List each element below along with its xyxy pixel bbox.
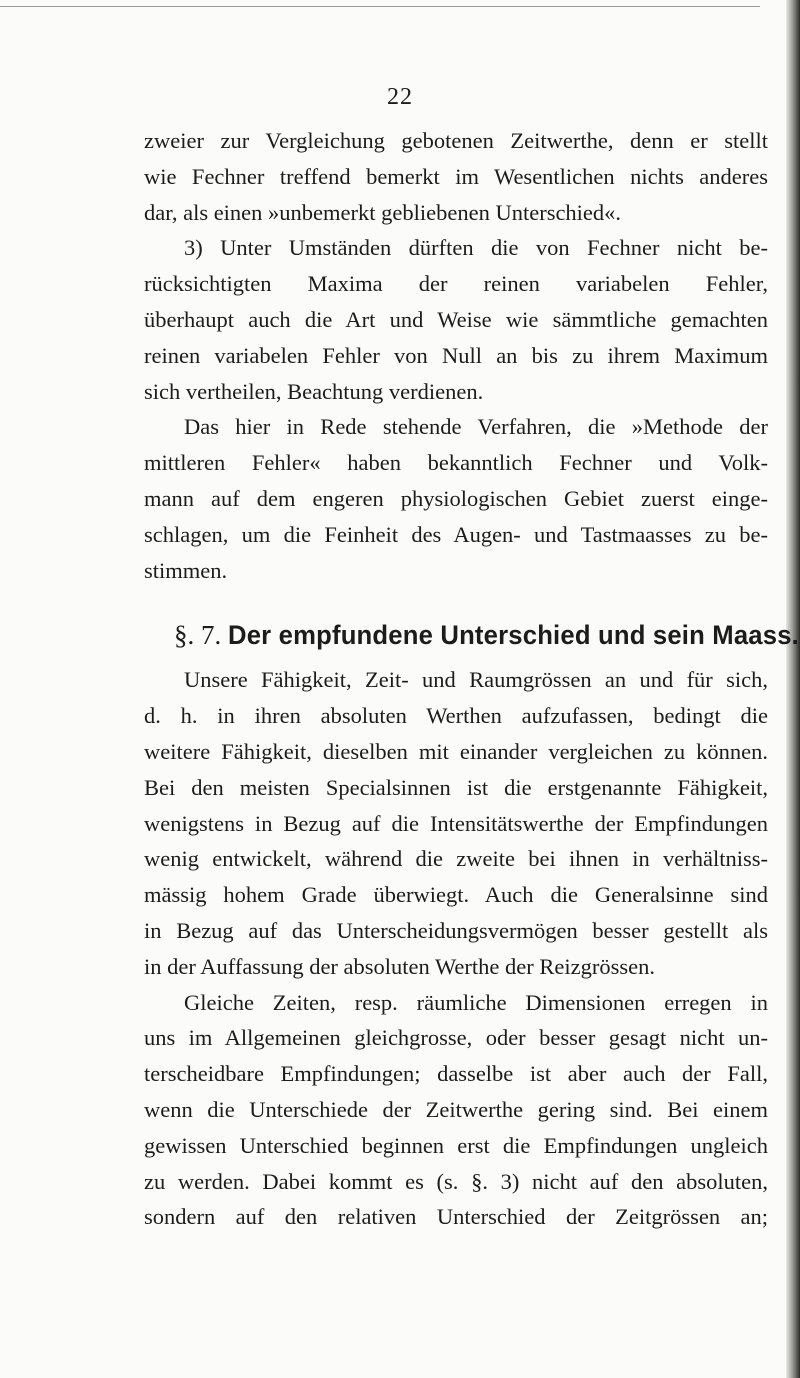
text-line: wenn die Unterschiede der Zeitwerthe gering sind. Bei einem	[144, 1096, 768, 1122]
section-title: Der empfundene Unterschied und sein Maass.	[228, 620, 799, 651]
text-line: Gleiche Zeiten, resp. räumliche Dimensionen erregen in	[184, 989, 768, 1015]
text-line: in der Auffassung der absoluten Werthe der Reizgrössen.	[144, 953, 655, 979]
text-line: stimmen.	[144, 557, 228, 583]
body-text	[144, 123, 799, 1235]
text-line: mann auf dem engeren physiologischen Gebiet zuerst einge-	[144, 485, 768, 511]
text-line: Das hier in Rede stehende Verfahren, die »Methode der	[184, 414, 768, 440]
text-line: wenig entwickelt, während die zweite bei ihnen in verhältniss-	[144, 846, 768, 872]
text-line: uns im Allgemeinen gleichgrosse, oder besser gesagt nicht un-	[144, 1025, 768, 1051]
text-line: terscheidbare Empfindungen; dasselbe ist aber auch der Fall,	[144, 1061, 768, 1087]
paragraph	[144, 123, 768, 230]
text-line: rücksichtigten Maxima der reinen variabelen Fehler,	[144, 271, 768, 297]
text-line: dar, als einen »unbemerkt gebliebenen Unterschied«.	[144, 199, 622, 225]
top-edge-rule	[0, 6, 760, 7]
section-number: §. 7.	[174, 620, 222, 651]
text-line: schlagen, um die Feinheit des Augen- und Tastmaasses zu be-	[144, 521, 768, 547]
text-line: d. h. in ihren absoluten Werthen aufzufassen, bedingt die	[144, 703, 768, 729]
text-line: zu werden. Dabei kommt es (s. §. 3) nicht auf den absoluten,	[144, 1168, 768, 1194]
text-line: mittleren Fehler« haben bekanntlich Fechner und Volk-	[144, 450, 768, 476]
text-line: sich vertheilen, Beachtung verdienen.	[144, 378, 484, 404]
text-line: wenigstens in Bezug auf die Intensitätswerthe der Empfindungen	[144, 810, 768, 836]
text-line: Bei den meisten Specialsinnen ist die erstgenannte Fähigkeit,	[144, 774, 768, 800]
text-line: weitere Fähigkeit, dieselben mit einander vergleichen zu können.	[144, 738, 768, 764]
paragraph	[144, 662, 768, 984]
text-line: sondern auf den relativen Unterschied der Zeitgrössen an;	[144, 1204, 768, 1230]
paragraph	[144, 230, 768, 409]
page-number: 22	[387, 84, 413, 110]
text-line: reinen variabelen Fehler von Null an bis zu ihrem Maximum	[144, 342, 768, 368]
section-heading	[144, 608, 799, 662]
text-line: 3) Unter Umständen dürften die von Fechner nicht be-	[184, 235, 768, 261]
text-line: überhaupt auch die Art und Weise wie sämmtliche gemachten	[144, 306, 768, 332]
page-binding-edge	[786, 0, 800, 1378]
paragraph	[144, 409, 768, 588]
paragraph	[144, 985, 768, 1236]
text-line: zweier zur Vergleichung gebotenen Zeitwerthe, denn er stellt	[144, 128, 768, 153]
text-line: in Bezug auf das Unterscheidungsvermögen besser gestellt als	[144, 917, 768, 943]
text-line: mässig hohem Grade überwiegt. Auch die Generalsinne sind	[144, 882, 768, 908]
text-line: wie Fechner treffend bemerkt im Wesentlichen nichts anderes	[144, 163, 768, 189]
text-line: gewissen Unterschied beginnen erst die Empfindungen ungleich	[144, 1132, 768, 1158]
text-line: Unsere Fähigkeit, Zeit- und Raumgrössen an und für sich,	[184, 667, 768, 693]
